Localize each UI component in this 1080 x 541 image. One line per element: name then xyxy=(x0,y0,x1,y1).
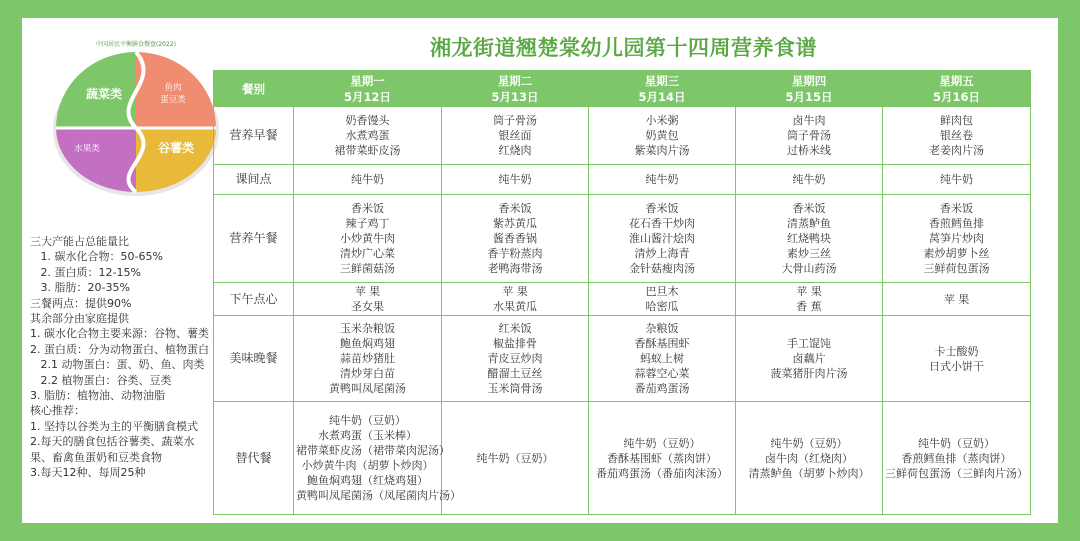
dish-item: 纯牛奶 xyxy=(351,173,384,186)
menu-cell xyxy=(442,107,589,165)
dish-item: 黄鸭叫凤尾菌汤 xyxy=(329,382,406,395)
menu-cell xyxy=(589,107,736,165)
dish-item: 蚂蚁上树 xyxy=(640,352,684,365)
dish-item: 卤牛肉（红烧肉） xyxy=(765,451,853,465)
note-line: 3. 脂肪：20-35% xyxy=(30,281,130,295)
date-label: 5月15日 xyxy=(785,89,833,104)
dish-item: 苹 果 xyxy=(943,292,970,306)
segment-grains-tubers xyxy=(136,128,216,192)
dish-item: 苹 果 xyxy=(796,285,822,298)
meal-label: 课间点 xyxy=(214,165,294,195)
menu-cell xyxy=(589,283,736,316)
dish-item: 香米饭 xyxy=(645,202,679,215)
dish-item: 红烧鸭块 xyxy=(787,232,831,245)
dish-item: 苹 果 xyxy=(354,285,381,298)
dish-item: 卤牛肉 xyxy=(792,114,826,127)
menu-cell xyxy=(442,283,589,316)
menu-cell xyxy=(294,107,442,165)
dish-item: 圣女果 xyxy=(351,300,384,313)
dish-item: 纯牛奶（豆奶） xyxy=(918,436,995,450)
menu-cell xyxy=(589,402,736,515)
dish-item: 香 蕉 xyxy=(796,300,822,313)
dish-item: 裙带菜虾皮汤 xyxy=(334,144,401,157)
note-line: 2.2 植物蛋白：谷类、豆类 xyxy=(30,373,172,387)
menu-cell xyxy=(736,402,883,515)
dish-item: 红烧肉 xyxy=(498,144,532,157)
date-label: 5月16日 xyxy=(932,89,980,104)
table-row xyxy=(214,402,1031,515)
menu-cell xyxy=(883,107,1031,165)
menu-cell xyxy=(442,195,589,283)
dish-item: 老姜肉片汤 xyxy=(929,144,984,157)
dish-item: 玉米杂粮饭 xyxy=(340,322,395,335)
table-row xyxy=(214,195,1031,283)
dish-item: 三鲜菌菇汤 xyxy=(340,262,395,275)
day-header xyxy=(442,71,589,107)
dish-item: 莴笋片炒肉 xyxy=(929,232,984,245)
dish-item: 金针菇瘦肉汤 xyxy=(629,262,695,275)
menu-cell xyxy=(294,283,442,316)
weekday-label: 星期一 xyxy=(350,73,385,88)
date-label: 5月14日 xyxy=(638,89,686,104)
dish-item: 酱香香锅 xyxy=(493,232,537,245)
note-line: 2.每天的膳食包括谷薯类、蔬菜水果、畜禽鱼蛋奶和豆类食物 xyxy=(30,435,195,464)
dish-item: 香酥基围虾（蒸肉饼） xyxy=(607,451,717,465)
menu-cell xyxy=(294,402,461,515)
nutrition-notes xyxy=(30,234,210,481)
dish-item: 小炒黄牛肉 xyxy=(340,232,395,245)
menu-cell xyxy=(883,283,1031,316)
dish-item: 番茄鸡蛋汤（番茄肉沫汤） xyxy=(596,466,728,480)
menu-cell xyxy=(589,195,736,283)
dish-item: 香米饭 xyxy=(940,202,973,215)
page-title: 湘龙街道翘楚棠幼儿园第十四周营养食谱 xyxy=(430,36,817,60)
note-line: 其余部分由家庭提供 xyxy=(30,312,129,326)
dish-item: 三鲜荷包蛋汤 xyxy=(923,262,990,275)
dish-item: 清蒸鲈鱼（胡萝卜炒肉） xyxy=(748,466,870,480)
menu-cell xyxy=(883,165,1031,195)
dish-item: 纯牛奶 xyxy=(792,173,826,186)
dish-item: 香芋粉蒸肉 xyxy=(487,247,543,260)
table-body xyxy=(214,107,1031,515)
dish-item: 清炒上海青 xyxy=(634,247,690,260)
menu-cell xyxy=(736,283,883,316)
dish-item: 紫苏黄瓜 xyxy=(493,217,537,230)
dish-item: 香米饭 xyxy=(792,202,826,215)
note-line: 三餐两点：提供90% xyxy=(30,296,132,310)
dish-item: 椒盐排骨 xyxy=(493,337,537,350)
menu-cell xyxy=(589,165,736,195)
dish-item: 银丝卷 xyxy=(940,129,973,142)
meal-label: 营养早餐 xyxy=(214,107,294,165)
dish-item: 过桥米线 xyxy=(787,144,831,157)
dish-item: 杂粮饭 xyxy=(645,322,679,335)
dish-item: 纯牛奶 xyxy=(498,173,532,186)
menu-cell xyxy=(736,165,883,195)
note-line: 2. 蛋白质：12-15% xyxy=(30,265,141,279)
dish-item: 青皮豆炒肉 xyxy=(487,352,543,365)
dish-item: 鲜肉包 xyxy=(940,114,973,127)
weekday-label: 星期二 xyxy=(497,73,533,88)
weekday-label: 星期四 xyxy=(791,73,827,88)
menu-cell xyxy=(883,316,1031,402)
dish-item: 卤藕片 xyxy=(792,352,826,365)
menu-cell xyxy=(442,402,589,515)
weekday-label: 星期五 xyxy=(939,73,974,88)
dish-item: 香米饭 xyxy=(351,202,384,215)
dish-item: 纯牛奶（豆奶） xyxy=(476,451,554,465)
dish-item: 奶香馒头 xyxy=(345,114,390,127)
segment-label-vegetables: 蔬菜类 xyxy=(85,87,123,101)
weekly-menu-table xyxy=(213,70,1031,515)
menu-cell xyxy=(442,316,589,402)
dish-item: 水煮鸡蛋 xyxy=(345,129,390,142)
segment-fruits xyxy=(56,128,136,192)
menu-cell xyxy=(736,107,883,165)
menu-cell xyxy=(883,402,1031,515)
dish-item: 纯牛奶（豆奶） xyxy=(623,436,701,450)
dish-item: 大骨山药汤 xyxy=(781,262,837,275)
dish-item: 裙带菜虾皮汤（裙带菜肉泥汤） xyxy=(296,444,450,457)
dish-item: 玉米筒骨汤 xyxy=(487,382,543,395)
note-line: 三大产能占总能量比 xyxy=(30,235,129,248)
dish-item: 卡士酸奶 xyxy=(934,344,979,358)
dish-item: 纯牛奶（豆奶） xyxy=(329,414,406,427)
dish-item: 清炒芽白苗 xyxy=(340,367,395,380)
dish-item: 老鸭海带汤 xyxy=(487,262,543,275)
dish-item: 清炒广心菜 xyxy=(340,247,395,260)
dish-item: 奶黄包 xyxy=(645,129,679,142)
segment-label-fruits: 水果类 xyxy=(74,144,100,154)
note-line: 2.1 动物蛋白：蛋、奶、鱼、肉类 xyxy=(30,358,205,372)
dish-item: 哈密瓜 xyxy=(645,300,679,313)
dish-item: 水煮鸡蛋（玉米棒） xyxy=(318,429,417,442)
dish-item: 鲍鱼焖鸡翅（红烧鸡翅） xyxy=(307,474,428,487)
segment-label-fish-meat-line2: 蛋豆类 xyxy=(160,95,186,105)
day-header xyxy=(294,71,442,107)
dish-item: 巴旦木 xyxy=(645,285,679,298)
menu-cell xyxy=(736,195,883,283)
day-header xyxy=(736,71,883,107)
meal-label: 美味晚餐 xyxy=(214,316,294,402)
dish-item: 筒子骨汤 xyxy=(493,114,537,127)
dish-item: 蒜苗炒猪肚 xyxy=(340,352,395,365)
note-line: 核心推荐： xyxy=(30,404,85,418)
menu-cell xyxy=(294,316,442,402)
menu-cell xyxy=(883,195,1031,283)
table-row xyxy=(214,316,1031,402)
dish-item: 红米饭 xyxy=(498,322,532,335)
dish-item: 番茄鸡蛋汤 xyxy=(634,382,690,395)
dish-item: 小炒黄牛肉（胡萝卜炒肉） xyxy=(301,459,434,472)
dish-item: 黄鸭叫凤尾菌汤（凤尾菌肉片汤） xyxy=(296,489,461,502)
dish-item: 香煎鳕鱼排（蒸肉饼） xyxy=(901,451,1012,465)
menu-cell xyxy=(294,165,442,195)
segment-label-fish-meat-line1: 鱼肉 xyxy=(164,83,182,93)
dish-item: 素炒三丝 xyxy=(787,247,831,260)
dish-item: 小米粥 xyxy=(645,114,679,127)
dish-item: 辣子鸡丁 xyxy=(345,217,390,230)
dish-item: 水果黄瓜 xyxy=(493,300,537,313)
note-line: 3.每天12种、每周25种 xyxy=(30,466,146,480)
menu-cell xyxy=(736,316,883,402)
menu-cell xyxy=(294,195,442,283)
meal-label: 营养午餐 xyxy=(214,195,294,283)
dish-item: 素炒胡萝卜丝 xyxy=(923,247,990,260)
date-label: 5月12日 xyxy=(343,89,391,104)
note-line: 2. 蛋白质：分为动物蛋白、植物蛋白 xyxy=(30,342,209,356)
table-row xyxy=(214,107,1031,165)
dish-item: 纯牛奶 xyxy=(940,173,973,186)
dish-item: 香米饭 xyxy=(498,202,532,215)
day-header xyxy=(883,71,1031,107)
dish-item: 菠菜猪肝肉片汤 xyxy=(770,367,848,380)
dish-item: 蒜蓉空心菜 xyxy=(634,367,690,380)
dish-item: 纯牛奶 xyxy=(645,173,679,186)
dish-item: 紫菜肉片汤 xyxy=(634,144,690,157)
dish-item: 日式小饼干 xyxy=(929,359,984,373)
dish-item: 淮山酱汁烩肉 xyxy=(629,232,695,245)
dish-item: 银丝面 xyxy=(498,129,532,142)
dish-item: 香煎鳕鱼排 xyxy=(929,217,984,230)
dish-item: 纯牛奶（豆奶） xyxy=(770,436,848,450)
menu-cell xyxy=(442,165,589,195)
dish-item: 手工馄饨 xyxy=(787,337,831,350)
date-label: 5月13日 xyxy=(491,89,539,104)
dish-item: 清蒸鲈鱼 xyxy=(787,217,831,230)
balanced-diet-plate-chart xyxy=(52,32,220,197)
dish-item: 花石香干炒肉 xyxy=(629,217,695,230)
table-header-row xyxy=(214,71,1031,107)
note-line: 1. 坚持以谷类为主的平衡膳食模式 xyxy=(30,419,198,433)
dish-item: 苹 果 xyxy=(502,285,528,298)
note-line: 1. 碳水化合物：50-65% xyxy=(30,250,163,264)
note-line: 1. 碳水化合物主要来源：谷物、薯类 xyxy=(30,327,209,341)
day-header xyxy=(589,71,736,107)
table-row xyxy=(214,165,1031,195)
meal-label: 替代餐 xyxy=(214,402,294,515)
table-row xyxy=(214,283,1031,316)
meal-label: 下午点心 xyxy=(214,283,294,316)
dish-item: 鲍鱼焖鸡翅 xyxy=(340,337,395,350)
note-line: 3. 脂肪：植物油、动物油脂 xyxy=(30,389,165,403)
dish-item: 醋溜土豆丝 xyxy=(487,367,543,380)
dish-item: 香酥基围虾 xyxy=(634,337,690,350)
weekday-label: 星期三 xyxy=(644,73,680,88)
dish-item: 筒子骨汤 xyxy=(787,129,831,142)
corner-header: 餐别 xyxy=(214,71,294,107)
dish-item: 三鲜荷包蛋汤（三鲜肉片汤） xyxy=(885,466,1028,480)
segment-label-grains: 谷薯类 xyxy=(157,141,195,155)
chart-caption: 中国居民平衡膳食餐盘(2022) xyxy=(96,41,176,48)
menu-cell xyxy=(589,316,736,402)
